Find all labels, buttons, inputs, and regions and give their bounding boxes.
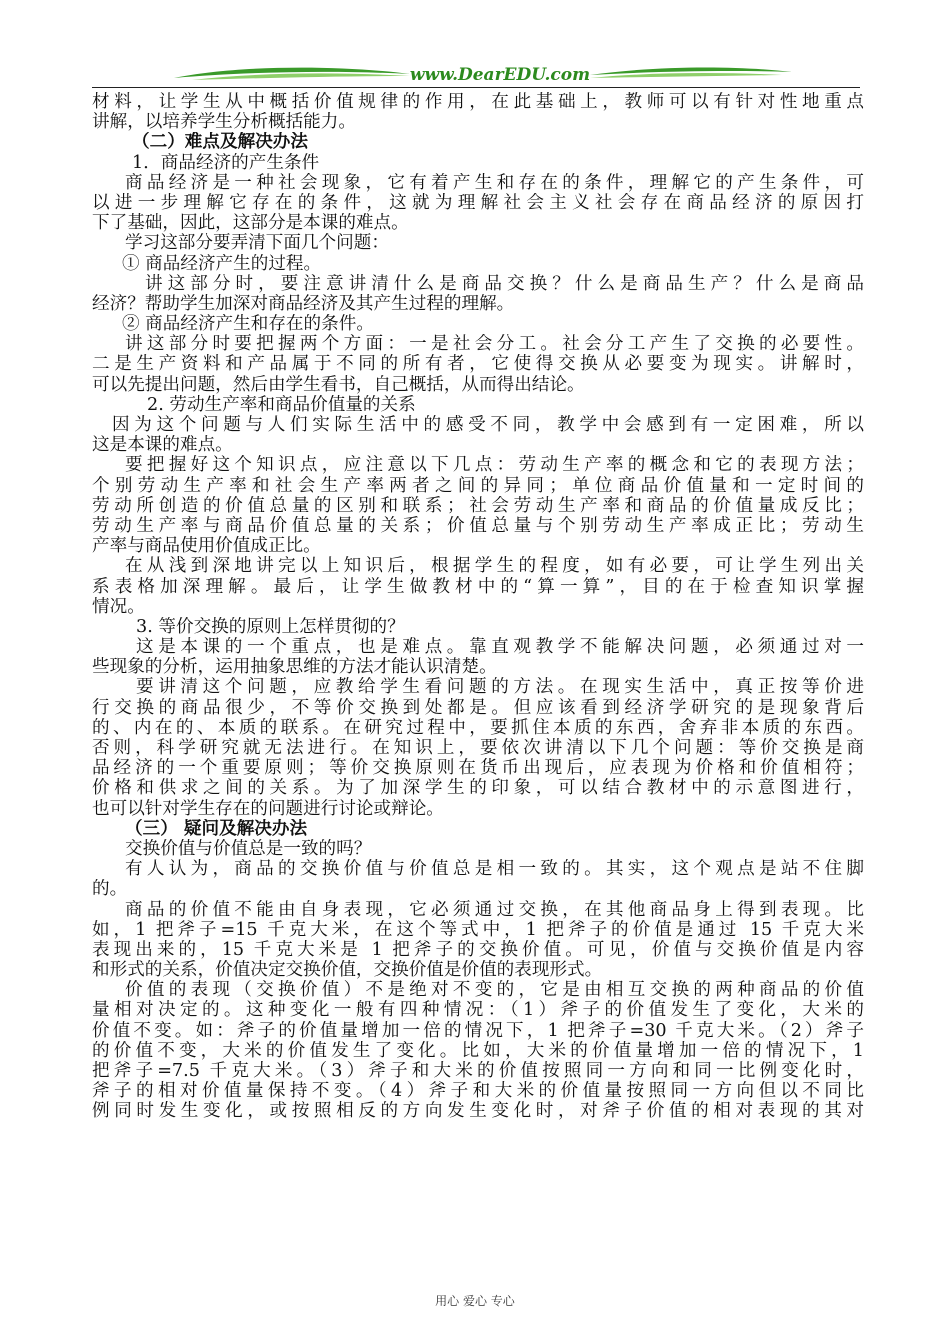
text-line: 量相对决定的。这种变化一般有四种情况：（1）斧子的价值发生了变化，大米的 bbox=[92, 1000, 864, 1021]
text-line: 讲解，以培养学生分析概括能力。 bbox=[92, 112, 356, 133]
text-line: ① 商品经济产生的过程。 bbox=[122, 253, 322, 274]
site-header-banner bbox=[92, 62, 860, 88]
text-line: 的。 bbox=[92, 879, 128, 900]
text-line: 交换价值与价值总是一致的吗？ bbox=[125, 838, 372, 859]
text-line: 下了基础，因此，这部分是本课的难点。 bbox=[92, 213, 409, 234]
text-line: 价值不变。如：斧子的价值量增加一倍的情况下，1 把斧子=30 千克大米。（2）斧子 bbox=[92, 1020, 864, 1041]
text-line: 否则，科学研究就无法进行。在知识上，要依次讲清以下几个问题：等价交换是商 bbox=[92, 738, 864, 758]
right-leaf-swoosh-light bbox=[590, 73, 782, 78]
text-line: 行交换的商品很少，不等价交换到处都是。但应该看到经济学研究的是现象背后 bbox=[92, 697, 864, 718]
text-line: 产率与商品使用价值成正比。 bbox=[92, 536, 321, 557]
text-line: 斧子的相对价值量保持不变。（4）斧子和大米的价值量按照同一方向但以不同比 bbox=[92, 1081, 864, 1102]
text-line: 经济？帮助学生加深对商品经济及其产生过程的理解。 bbox=[92, 293, 515, 314]
text-line: 劳动生产率与商品价值总量的关系；价值总量与个别劳动生产率成正比；劳动生 bbox=[92, 515, 864, 536]
page-footer: 用心 爱心 专心 bbox=[435, 1294, 515, 1308]
text-line: 学习这部分要弄清下面几个问题： bbox=[125, 233, 389, 254]
text-line: 的价值不变，大米的价值发生了变化。比如，大米的价值量增加一倍的情况下，1 bbox=[92, 1040, 864, 1061]
text-line: 个别劳动生产率和社会生产率两者之间的异同；单位商品价值量和一定时间的 bbox=[92, 475, 864, 496]
text-line: 价值的表现（交换价值）不是绝对不变的，它是由相互交换的两种商品的价值 bbox=[125, 980, 864, 1001]
text-line: 因为这个问题与人们实际生活中的感受不同，教学中会感到有一定困难，所以 bbox=[112, 415, 864, 435]
site-url: www.DearEDU.com bbox=[409, 65, 591, 85]
text-line: 品经济的一个重要原则；等价交换原则在货币出现后，应表现为价格和价值相符； bbox=[92, 758, 864, 779]
text-line: 劳动所创造的价值总量的区别和联系；社会劳动生产率和商品的价值量成反比； bbox=[92, 495, 864, 516]
text-line: 系表格加深理解。最后，让学生做教材中的“算一算”，目的在于检查知识掌握 bbox=[92, 576, 864, 597]
section-heading: （三） 疑问及解决办法 bbox=[125, 818, 308, 839]
text-line: 1．商品经济的产生条件 bbox=[132, 152, 320, 173]
text-line: 可以先提出问题，然后由学生看书，自己概括，从而得出结论。 bbox=[92, 374, 585, 395]
text-line: 些现象的分析，运用抽象思维的方法才能认识清楚。 bbox=[92, 657, 497, 678]
text-line: 价格和供求之间的关系。为了加深学生的印象，可以结合教材中的示意图进行， bbox=[92, 778, 864, 799]
text-line: 这是本课的难点。 bbox=[92, 435, 233, 456]
text-line: 表现出来的，15 千克大米是 1 把斧子的交换价值。可见，价值与交换价值是内容 bbox=[92, 939, 864, 960]
text-line: 商品经济是一种社会现象，它有着产生和存在的条件，理解它的产生条件，可 bbox=[125, 172, 864, 193]
section-heading: （二）难点及解决办法 bbox=[132, 132, 308, 153]
text-line: 在从浅到深地讲完以上知识后，根据学生的程度，如有必要，可让学生列出关 bbox=[125, 556, 864, 577]
text-line: 有人认为，商品的交换价值与价值总是相一致的。其实，这个观点是站不住脚 bbox=[125, 859, 864, 880]
text-line: 例同时发生变化，或按照相反的方向发生变化时，对斧子价值的相对表现的其对 bbox=[92, 1101, 864, 1122]
text-line: 讲这部分时要把握两个方面：一是社会分工。社会分工产生了交换的必要性。 bbox=[125, 334, 864, 355]
text-line: 如，1 把斧子=15 千克大米，在这个等式中，1 把斧子的价值是通过 15 千克大米 bbox=[92, 919, 864, 940]
text-line: 和形式的关系，价值决定交换价值，交换价值是价值的表现形式。 bbox=[92, 960, 603, 981]
text-line: 商品的价值不能由自身表现，它必须通过交换，在其他商品身上得到表现。比 bbox=[125, 899, 864, 920]
header-rule bbox=[92, 87, 860, 88]
text-line: 的、内在的、本质的联系。在研究过程中，要抓住本质的东西，舍弃非本质的东西。 bbox=[92, 717, 864, 738]
text-line: 要把握好这个知识点，应注意以下几点：劳动生产率的概念和它的表现方法； bbox=[125, 455, 864, 476]
text-line: 以进一步理解它存在的条件，这就为理解社会主义社会存在商品经济的原因打 bbox=[92, 192, 864, 213]
text-line: 情况。 bbox=[92, 596, 145, 617]
text-line: 材料，让学生从中概括价值规律的作用，在此基础上，教师可以有针对性地重点 bbox=[92, 92, 864, 112]
document-body bbox=[92, 92, 864, 1122]
text-line: 把斧子=7.5 千克大米。（3）斧子和大米的价值按照同一方向和同一比例变化时， bbox=[92, 1061, 864, 1081]
text-line: 2. 劳动生产率和商品价值量的关系 bbox=[147, 394, 416, 415]
text-line: 二是生产资料和产品属于不同的所有者，它使得交换从必要变为现实。讲解时， bbox=[92, 354, 864, 375]
text-line: 要讲清这个问题，应教给学生看问题的方法。在现实生活中，真正按等价进 bbox=[136, 677, 864, 698]
text-line: 3. 等价交换的原则上怎样贯彻的？ bbox=[136, 616, 405, 637]
text-line: 讲这部分时，要注意讲清什么是商品交换？什么是商品生产？什么是商品 bbox=[145, 273, 864, 294]
text-line: 这是本课的一个重点，也是难点。靠直观教学不能解决问题，必须通过对一 bbox=[136, 637, 864, 658]
text-line: ② 商品经济产生和存在的条件。 bbox=[122, 314, 374, 335]
text-line: 也可以针对学生存在的问题进行讨论或辩论。 bbox=[92, 798, 444, 819]
